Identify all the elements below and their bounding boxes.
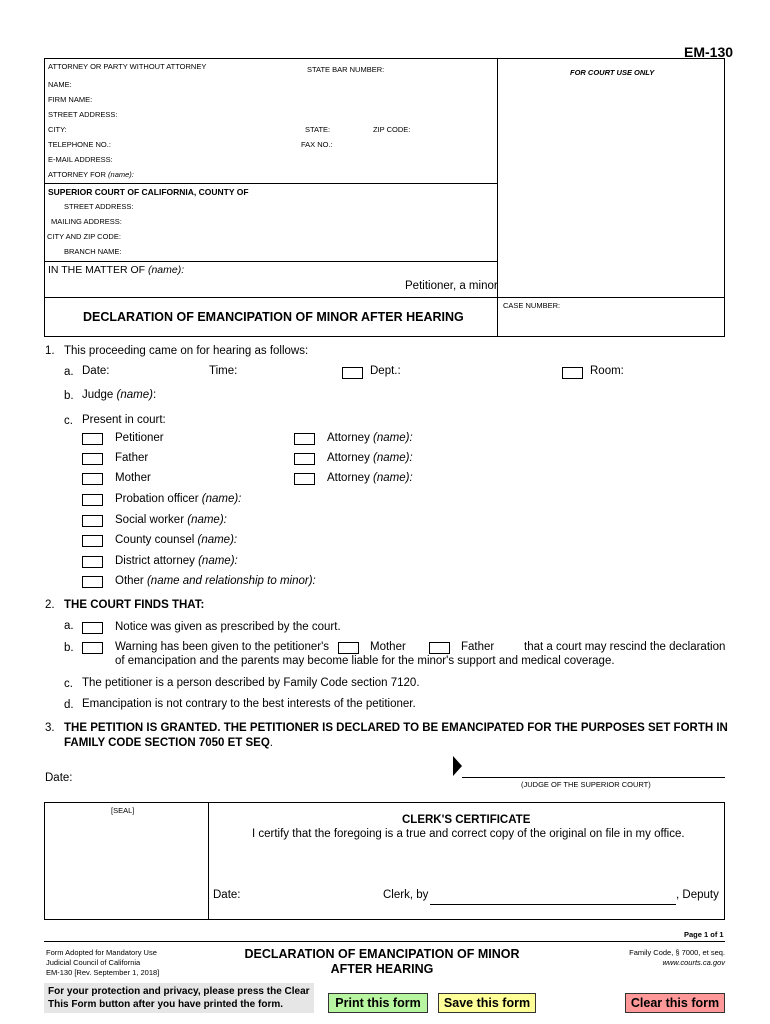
firm-label: FIRM NAME: (48, 95, 93, 104)
adopted-info (46, 948, 159, 978)
room-checkbox[interactable] (562, 367, 583, 379)
petitioner-label: Petitioner (115, 432, 164, 444)
item3-period: . (269, 737, 273, 749)
fax-label: FAX NO.: (301, 140, 333, 149)
dept-checkbox[interactable] (342, 367, 363, 379)
divider (44, 941, 725, 942)
item2c-letter: c. (64, 678, 73, 690)
item3-line2 (64, 737, 273, 749)
father-label: Father (115, 452, 149, 464)
mother-label: Mother (115, 472, 151, 484)
state-label: STATE: (305, 125, 331, 134)
social-hint: (name): (187, 514, 227, 526)
adopted-line-3: EM-130 [Rev. September 1, 2018] (46, 968, 160, 977)
warning-text: Warning has been given to the petitioner's (115, 641, 330, 653)
item1a-letter: a. (64, 366, 74, 378)
footer-title-line-1: DECLARATION OF EMANCIPATION OF MINOR (244, 947, 520, 961)
privacy-line-2: This Form button after you have printed the form. (48, 999, 284, 1010)
divider (44, 261, 498, 262)
city-label: CITY: (48, 125, 67, 134)
legal-citation (560, 948, 725, 968)
warning-checkbox[interactable] (82, 642, 103, 654)
privacy-notice (44, 983, 314, 1013)
item1b-letter: b. (64, 390, 74, 402)
sign-here-arrow-icon (453, 756, 462, 776)
footer-title-line-2: AFTER HEARING (330, 962, 434, 976)
other-label (115, 575, 316, 587)
court-use-label: FOR COURT USE ONLY (570, 68, 655, 77)
mother-checkbox[interactable] (82, 473, 103, 485)
telephone-label: TELEPHONE NO.: (48, 140, 111, 149)
item2-title: THE COURT FINDS THAT: (64, 599, 205, 611)
case-number-label: CASE NUMBER: (503, 301, 561, 310)
social-worker-checkbox[interactable] (82, 515, 103, 527)
attorney-mother-checkbox[interactable] (294, 473, 315, 485)
county-counsel-checkbox[interactable] (82, 535, 103, 547)
clerk-certificate-box (44, 802, 725, 920)
social-worker-label (115, 514, 227, 526)
divider (208, 802, 209, 920)
court-city-label: CITY AND ZIP CODE: (47, 232, 121, 241)
judge-label (82, 389, 156, 401)
page-number: Page 1 of 1 (684, 930, 724, 939)
attorney-for-text: ATTORNEY FOR (48, 170, 106, 179)
clerk-certificate-title: CLERK'S CERTIFICATE (402, 814, 531, 826)
judge-colon: : (152, 389, 157, 401)
seal-label: [SEAL] (111, 806, 135, 815)
district-text: District attorney (115, 555, 195, 567)
attorney-for-hint: (name): (108, 170, 134, 179)
attorney-mother-label (327, 472, 413, 484)
clear-button[interactable]: Clear this form (625, 993, 725, 1013)
social-text: Social worker (115, 514, 185, 526)
warning-text-3: of emancipation and the parents may become liable for the minor's support and medical coverage. (115, 655, 615, 667)
street-label: STREET ADDRESS: (48, 110, 118, 119)
court-street-label: STREET ADDRESS: (64, 202, 134, 211)
zip-label: ZIP CODE: (373, 125, 411, 134)
present-label: Present in court: (82, 414, 166, 426)
district-attorney-label (115, 555, 238, 567)
email-label: E-MAIL ADDRESS: (48, 155, 113, 164)
item2d-letter: d. (64, 699, 74, 711)
petitioner-minor-label: Petitioner, a minor (405, 280, 498, 292)
notice-text: Notice was given as prescribed by the court. (115, 621, 341, 633)
save-button[interactable]: Save this form (438, 993, 536, 1013)
clerk-signature-line[interactable] (430, 904, 676, 905)
signature-line[interactable] (462, 777, 725, 778)
divider (44, 183, 498, 184)
adopted-line-1: Form Adopted for Mandatory Use (46, 948, 157, 957)
signature-date-label: Date: (45, 772, 73, 784)
hearing-time-label: Time: (209, 365, 238, 377)
item2a-letter: a. (64, 620, 74, 632)
item2b-letter: b. (64, 642, 74, 654)
courts-url[interactable]: www.courts.ca.gov (662, 958, 725, 967)
probation-label (115, 493, 241, 505)
item3-text: FAMILY CODE SECTION 7050 ET SEQ (64, 737, 270, 749)
judge-signature-label: (JUDGE OF THE SUPERIOR COURT) (521, 780, 651, 789)
attorney-for-label (48, 170, 134, 179)
county-hint: (name): (197, 534, 238, 546)
adopted-line-2: Judicial Council of California (46, 958, 141, 967)
attorney-petitioner-checkbox[interactable] (294, 433, 315, 445)
divider (497, 58, 498, 337)
warning-father-label: Father (461, 641, 495, 653)
warning-mother-label: Mother (370, 641, 406, 653)
item1-number: 1. (45, 345, 55, 357)
clerk-by-label: Clerk, by (383, 889, 429, 901)
footer-title (220, 947, 544, 977)
state-bar-label: STATE BAR NUMBER: (307, 65, 385, 74)
item2-number: 2. (45, 599, 55, 611)
form-id: EM-130 (684, 44, 734, 60)
divider (44, 297, 725, 298)
room-label: Room: (590, 365, 624, 377)
attorney-father-label (327, 452, 413, 464)
matter-label (48, 264, 184, 276)
item1c-letter: c. (64, 415, 73, 427)
item2d-text: Emancipation is not contrary to the best interests of the petitioner. (82, 698, 416, 710)
item1-text: This proceeding came on for hearing as follows: (64, 345, 309, 357)
judge-hint: (name) (116, 389, 153, 401)
clerk-certificate-text: I certify that the foregoing is a true and correct copy of the original on file in my office. (252, 828, 685, 840)
judge-text: Judge (82, 389, 114, 401)
hearing-date-label: Date: (82, 365, 110, 377)
attorney-label: ATTORNEY OR PARTY WITHOUT ATTORNEY (48, 62, 207, 71)
notice-checkbox[interactable] (82, 622, 103, 634)
item3-line1: THE PETITION IS GRANTED. THE PETITIONER IS DECLARED TO BE EMANCIPATED FOR THE PURPOSES SET FORTH IN (64, 722, 728, 734)
name-label: NAME: (48, 80, 72, 89)
probation-hint: (name): (201, 493, 242, 505)
matter-text: IN THE MATTER OF (48, 264, 146, 276)
probation-checkbox[interactable] (82, 494, 103, 506)
petitioner-checkbox[interactable] (82, 433, 103, 445)
district-hint: (name): (198, 555, 238, 567)
item3-number: 3. (45, 722, 55, 734)
warning-father-checkbox[interactable] (429, 642, 450, 654)
other-checkbox[interactable] (82, 576, 103, 588)
attorney-father-checkbox[interactable] (294, 453, 315, 465)
deputy-label: , Deputy (676, 889, 719, 901)
print-button[interactable]: Print this form (328, 993, 428, 1013)
attorney-text: Attorney (327, 452, 370, 464)
attorney-hint: (name): (373, 452, 413, 464)
matter-hint: (name): (147, 264, 185, 276)
form-title: DECLARATION OF EMANCIPATION OF MINOR AFTER HEARING (83, 310, 464, 324)
county-text: County counsel (115, 534, 195, 546)
warning-mother-checkbox[interactable] (338, 642, 359, 654)
caption-box (44, 58, 725, 337)
court-branch-label: BRANCH NAME: (64, 247, 122, 256)
family-code: Family Code, § 7000, et seq. (629, 948, 725, 957)
attorney-text: Attorney (327, 472, 370, 484)
district-attorney-checkbox[interactable] (82, 556, 103, 568)
probation-text: Probation officer (115, 493, 199, 505)
warning-text-2: that a court may rescind the declaration (524, 641, 726, 653)
county-counsel-label (115, 534, 237, 546)
attorney-hint: (name): (373, 472, 413, 484)
dept-label: Dept.: (370, 365, 401, 377)
court-mailing-label: MAILING ADDRESS: (51, 217, 122, 226)
father-checkbox[interactable] (82, 453, 103, 465)
attorney-text: Attorney (327, 432, 370, 444)
privacy-line-1: For your protection and privacy, please press the Clear (48, 986, 310, 997)
attorney-hint: (name): (373, 432, 413, 444)
clerk-date-label: Date: (213, 889, 241, 901)
other-hint: (name and relationship to minor): (146, 575, 316, 587)
other-text: Other (115, 575, 144, 587)
item2c-text: The petitioner is a person described by Family Code section 7120. (82, 677, 420, 689)
attorney-petitioner-label (327, 432, 413, 444)
court-title: SUPERIOR COURT OF CALIFORNIA, COUNTY OF (48, 187, 249, 197)
